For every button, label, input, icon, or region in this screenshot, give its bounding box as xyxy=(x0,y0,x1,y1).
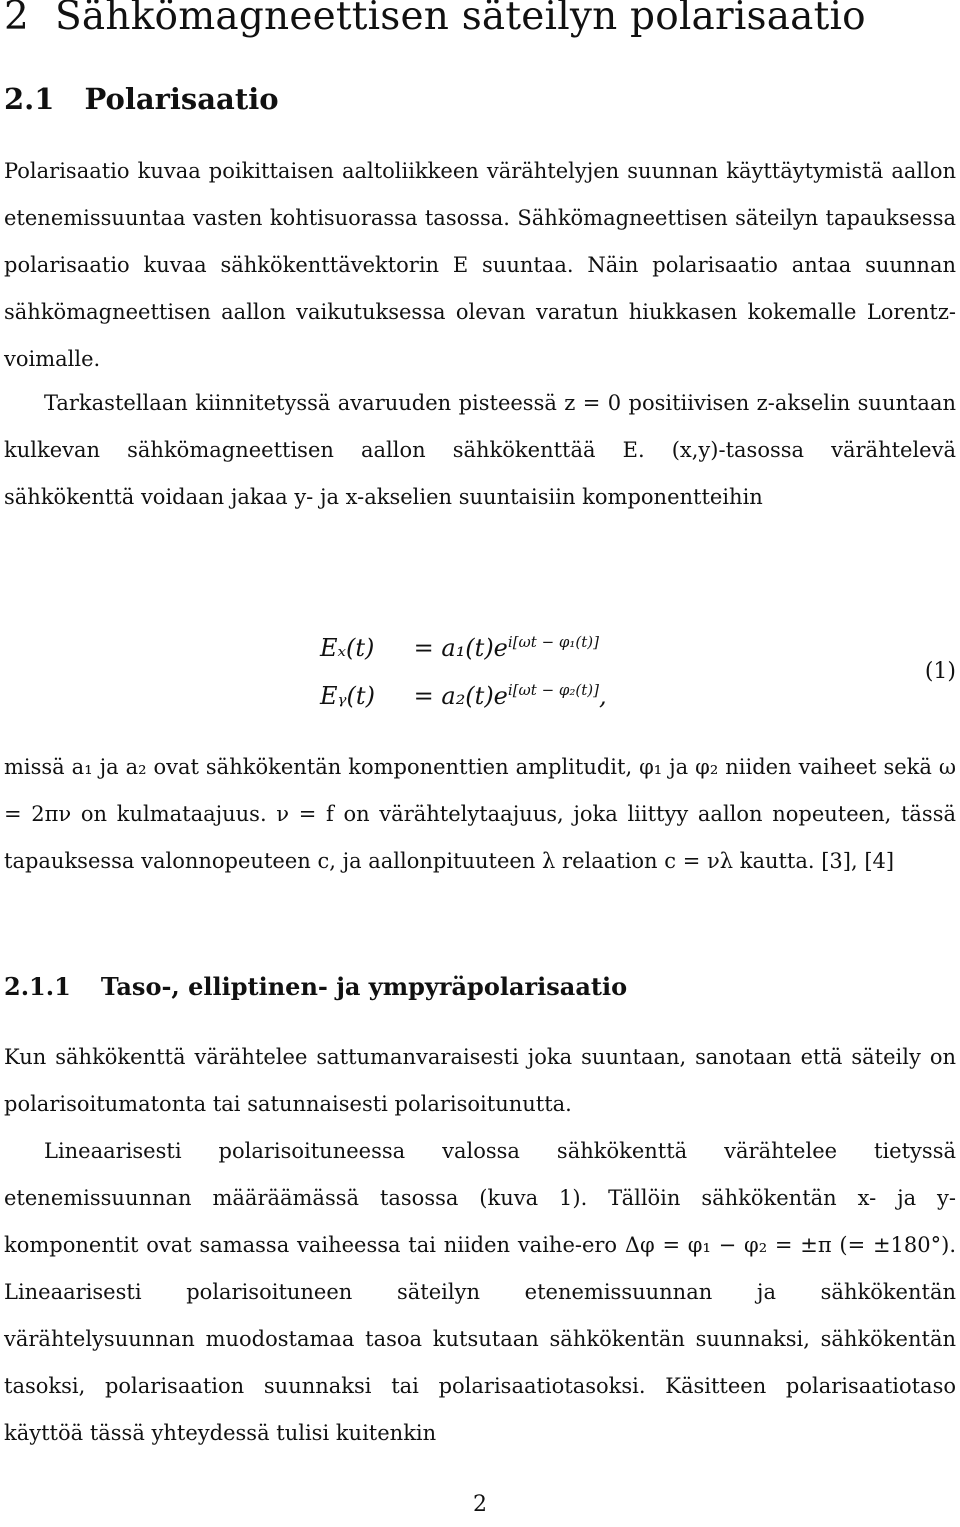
subsection-title: Polarisaatio xyxy=(84,82,279,116)
section-heading xyxy=(4,0,866,39)
equation-1 xyxy=(0,625,960,725)
paragraph-electric-field-components: Tarkastellaan kiinnitetyssä avaruuden pisteessä z = 0 positiivisen z-akselin suuntaan kulkevan sähkömagneettisen aallon sähkökenttää E. (x,y)-tasossa värähtelevä sähkökenttä voidaan jakaa y- ja x-akselien suuntaisiin komponentteihin xyxy=(4,391,956,509)
equation-lhs-ey: Eᵧ(t) xyxy=(320,682,375,710)
paragraph-symbol-definitions: missä a₁ ja a₂ ovat sähkökentän komponenttien amplitudit, φ₁ ja φ₂ niiden vaiheet sekä ω = 2πν on kulmataajuus. ν = f on värähtelytaajuus, joka liittyy aallon nopeuteen, tässä tapauksessa valonnopeuteen c, ja aallonpituuteen λ relaation c = νλ kautta. [3], [4] xyxy=(4,755,956,873)
subsection-number: 2.1 xyxy=(4,82,55,116)
equation-exponent-ex: i[ωt − φ₁(t)] xyxy=(507,633,600,651)
section-number: 2 xyxy=(4,0,30,39)
equation-rhs-ey: = a₂(t)e xyxy=(413,682,508,710)
equation-comma: , xyxy=(599,682,607,710)
section-title: Sähkömagneettisen säteilyn polarisaatio xyxy=(55,0,866,39)
equation-exponent-ey: i[ωt − φ₂(t)] xyxy=(507,681,600,699)
page-number: 2 xyxy=(473,1492,487,1517)
equation-lhs-ex: Eₓ(t) xyxy=(320,634,375,662)
subsection-heading xyxy=(4,82,279,116)
subsubsection-number: 2.1.1 xyxy=(4,972,71,1001)
paragraph-linear-polarisation: Lineaarisesti polarisoituneessa valossa sähkökenttä värähtelee tietyssä etenemissuunnan määräämässä tasossa (kuva 1). Tällöin sähkökentän x- ja y-komponentit ovat samassa vaiheessa tai niiden vaihe-ero Δφ = φ₁ − φ₂ = ±π (= ±180°). Lineaarisesti polarisoituneen säteilyn etenemissuunnan ja sähkökentän värähtelysuunnan muodostamaa tasoa kutsutaan sähkökentän suunnaksi, sähkökentän tasoksi, polarisaation suunnaksi tai polarisaatiotasoksi. Käsitteen polarisaatiotaso käyttöä tässä yhteydessä tulisi kuitenkin xyxy=(4,1139,956,1445)
paragraph-polarisation-definition: Polarisaatio kuvaa poikittaisen aaltoliikkeen värähtelyjen suunnan käyttäytymistä aallon etenemissuuntaa vasten kohtisuorassa tasossa. Sähkömagneettisen säteilyn tapauksessa polarisaatio kuvaa sähkökenttävektorin E suuntaa. Näin polarisaatio antaa suunnan sähkömagneettisen aallon vaikutuksessa olevan varatun hiukkasen kokemalle Lorentz-voimalle. xyxy=(4,159,956,371)
equation-row-ex xyxy=(320,633,599,662)
equation-number: (1) xyxy=(924,659,956,684)
paragraph-unpolarised: Kun sähkökenttä värähtelee sattumanvaraisesti joka suuntaan, sanotaan että säteily on polarisoitumatonta tai satunnaisesti polarisoitunutta. xyxy=(4,1045,956,1116)
equation-rhs-ex: = a₁(t)e xyxy=(413,634,508,662)
subsubsection-title: Taso-, elliptinen- ja ympyräpolarisaatio xyxy=(100,972,628,1001)
equation-row-ey xyxy=(320,681,607,710)
subsubsection-heading xyxy=(4,972,627,1001)
